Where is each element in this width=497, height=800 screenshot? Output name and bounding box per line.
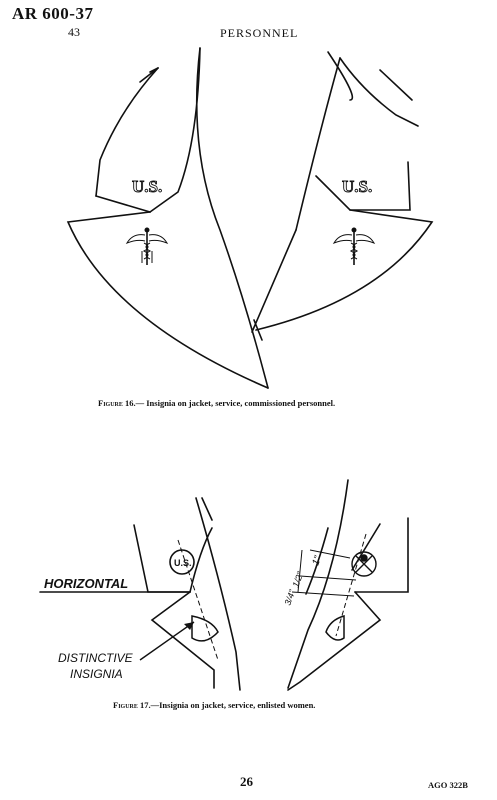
- figure-17-illustration: [0, 470, 497, 770]
- horizontal-label: HORIZONTAL: [44, 576, 129, 591]
- figure-16-caption-text: — Insignia on jacket, service, commissioned personnel.: [135, 398, 336, 408]
- right-lapel-outline: [256, 210, 432, 330]
- figure-16-label: Figure 16.: [98, 398, 136, 408]
- dimension-three-quarter-inch: 3/4": [282, 588, 298, 607]
- figure-17-label: Figure 17.: [113, 700, 151, 710]
- left-distinctive-insignia-icon: [192, 616, 218, 641]
- dimension-half-inch: 1/2": [290, 570, 306, 589]
- distinctive-label-line-2: INSIGNIA: [70, 667, 123, 681]
- distinctive-label-line-1: DISTINCTIVE: [58, 651, 133, 665]
- regulation-number: AR 600-37: [12, 4, 94, 23]
- right-lapel-outline-17: [288, 592, 380, 690]
- page-number: 26: [240, 774, 253, 789]
- left-lapel-outline: [68, 212, 268, 388]
- section-title: PERSONNEL: [220, 26, 299, 40]
- figure-17-caption-text: —Insignia on jacket, service, enlisted women.: [150, 700, 316, 710]
- left-caduceus-icon: [127, 228, 167, 265]
- figure-17-caption: [113, 700, 315, 710]
- right-caduceus-icon: [334, 228, 374, 265]
- dimension-1-inch: 1": [310, 554, 324, 568]
- left-us-insignia: U.S.: [132, 177, 163, 196]
- page-reference: 43: [68, 25, 80, 39]
- figure-16-caption: [98, 398, 335, 408]
- right-us-insignia: U.S.: [342, 177, 373, 196]
- document-code: AGO 322B: [428, 780, 468, 790]
- insignia-pointer-arrow: [140, 622, 194, 660]
- left-us-disc-text: U.S.: [174, 558, 192, 568]
